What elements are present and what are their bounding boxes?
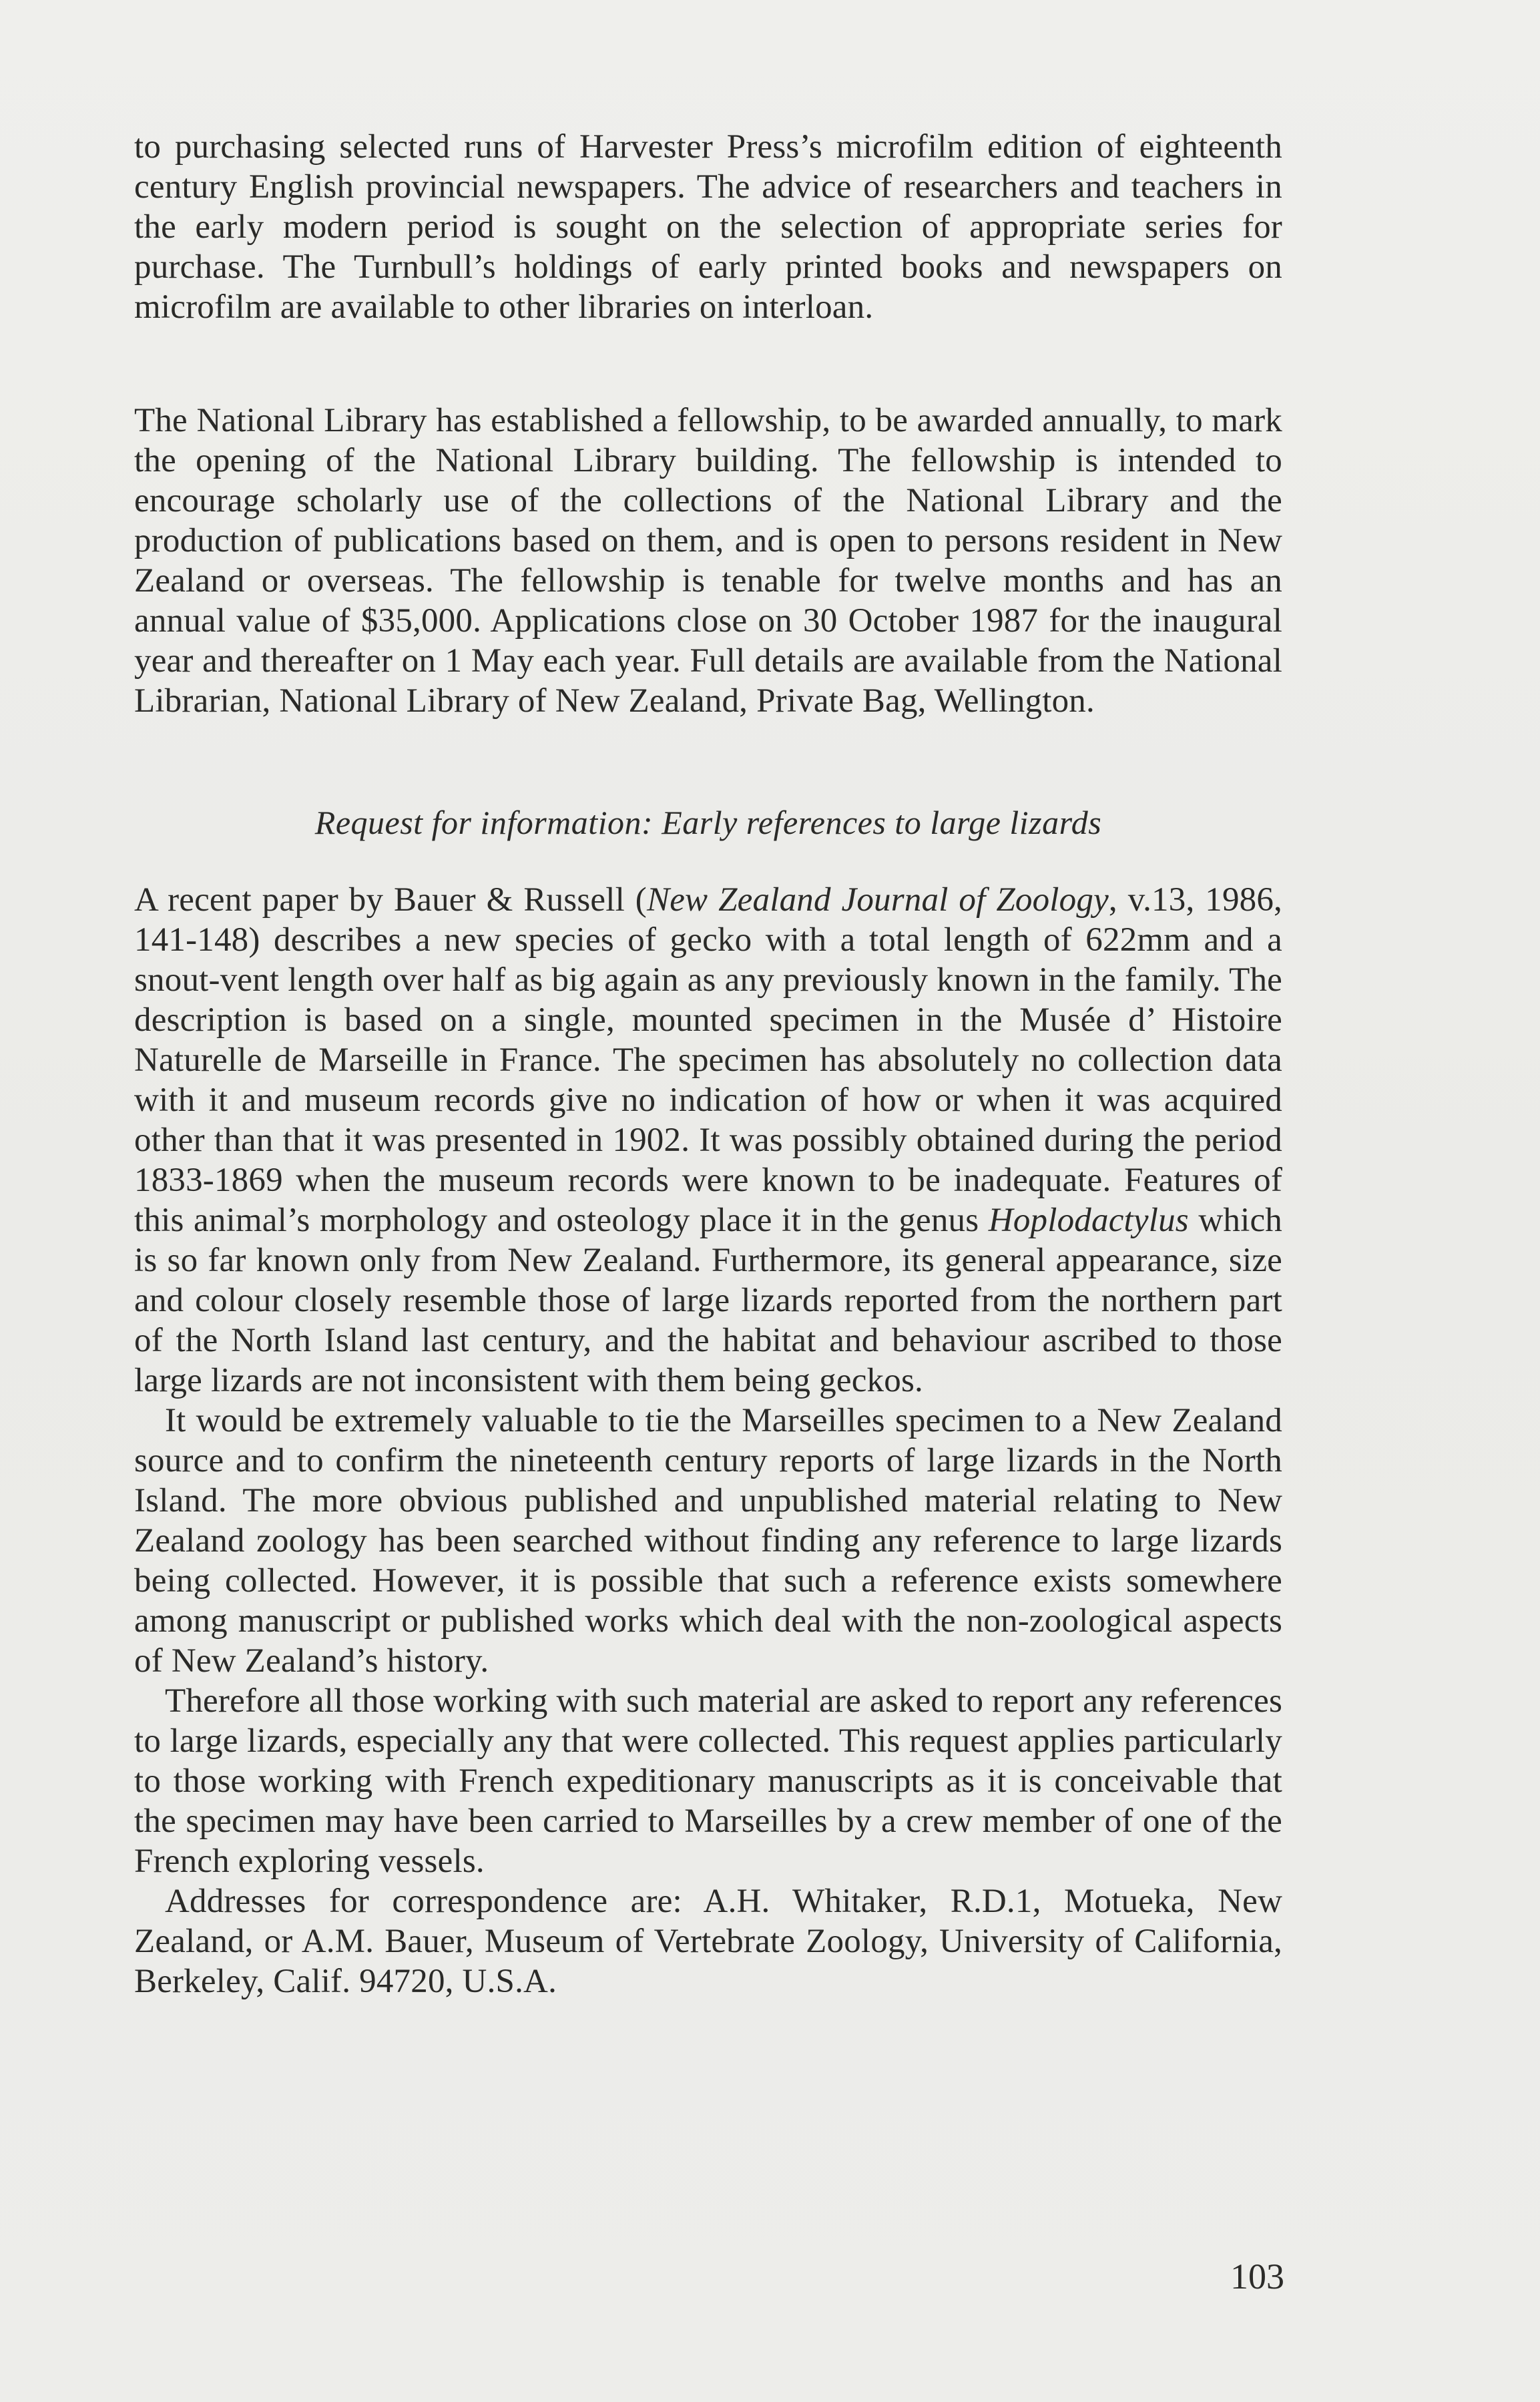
- gecko-description-end-text: which is so far known only from New Zealand. Furthermore, its general appearance, size and colour closely resemble those of large lizards reported from the northern part of the North Island last century, and the habitat and behaviour ascribed to those large lizards are not inconsistent with them being geckos.: [134, 1202, 1282, 1399]
- journal-title: New Zealand Journal of Zoology: [646, 881, 1109, 919]
- lizard-article-body: [134, 880, 1282, 2001]
- gecko-description-text: , v.13, 1986, 141-148) describes a new species of gecko with a total length of 622mm and a snout-vent length over half as big again as any previously known in the family. The description is based on a single, mounted specimen in the Musée d’ Histoire Naturelle de Marseille in France. The specimen has absolutely no collection data with it and museum records give no indication of how or when it was acquired other than that it was presented in 1902. It was possibly obtained during the period 1833-1869 when the museum records were known to be inadequate. Features of this animal’s morphology and osteology place it in the genus: [134, 881, 1282, 1239]
- section-heading: Request for information: Early references to large lizards: [314, 804, 1102, 841]
- paragraph-addresses: Addresses for correspondence are: A.H. Whitaker, R.D.1, Motueka, New Zealand, or A.M. Bauer, Museum of Vertebrate Zoology, University of California, Berkeley, Calif. 94720, U.S.A.: [134, 1883, 1282, 2000]
- paragraph-request: Therefore all those working with such material are asked to report any references to large lizards, especially any that were collected. This request applies particularly to those working with French expeditionary manuscripts as it is conceivable that the specimen may have been carried to Marseilles by a crew member of one of the French exploring vessels.: [134, 1682, 1282, 1880]
- paragraph-valuable: It would be extremely valuable to tie the Marseilles specimen to a New Zealand source and to confirm the nineteenth century reports of large lizards in the North Island. The more obvious published and unpublished material relating to New Zealand zoology has been searched without finding any reference to large lizards being collected. However, it is possible that such a reference exists somewhere among manuscript or published works which deal with the non-zoological aspects of New Zealand’s history.: [134, 1402, 1282, 1680]
- page-number: 103: [1230, 2256, 1284, 2297]
- paragraph-microfilm: [134, 127, 1282, 327]
- citation-intro-text: A recent paper by Bauer & Russell (: [134, 881, 647, 919]
- paragraph-microfilm-text: to purchasing selected runs of Harvester Press’s microfilm edition of eighteenth century English provincial newspapers. The advice of researchers and teachers in the early modern period is sought on the selection of appropriate series for purchase. The Turnbull’s holdings of early printed books and newspapers on microfilm are available to other libraries on interloan.: [134, 128, 1282, 326]
- paragraph-gecko-description: [134, 880, 1282, 1401]
- genus-name: Hoplodactylus: [988, 1202, 1189, 1239]
- paragraph-fellowship: [134, 401, 1282, 721]
- paragraph-fellowship-text: The National Library has established a fellowship, to be awarded annually, to mark the opening of the National Library building. The fellowship is intended to encourage scholarly use of the collections of the National Library and the production of publications based on them, and is open to persons resident in New Zealand or overseas. The fellowship is tenable for twelve months and has an annual value of $35,000. Applications close on 30 October 1987 for the inaugural year and thereafter on 1 May each year. Full details are available from the National Librarian, National Library of New Zealand, Private Bag, Wellington.: [134, 402, 1282, 720]
